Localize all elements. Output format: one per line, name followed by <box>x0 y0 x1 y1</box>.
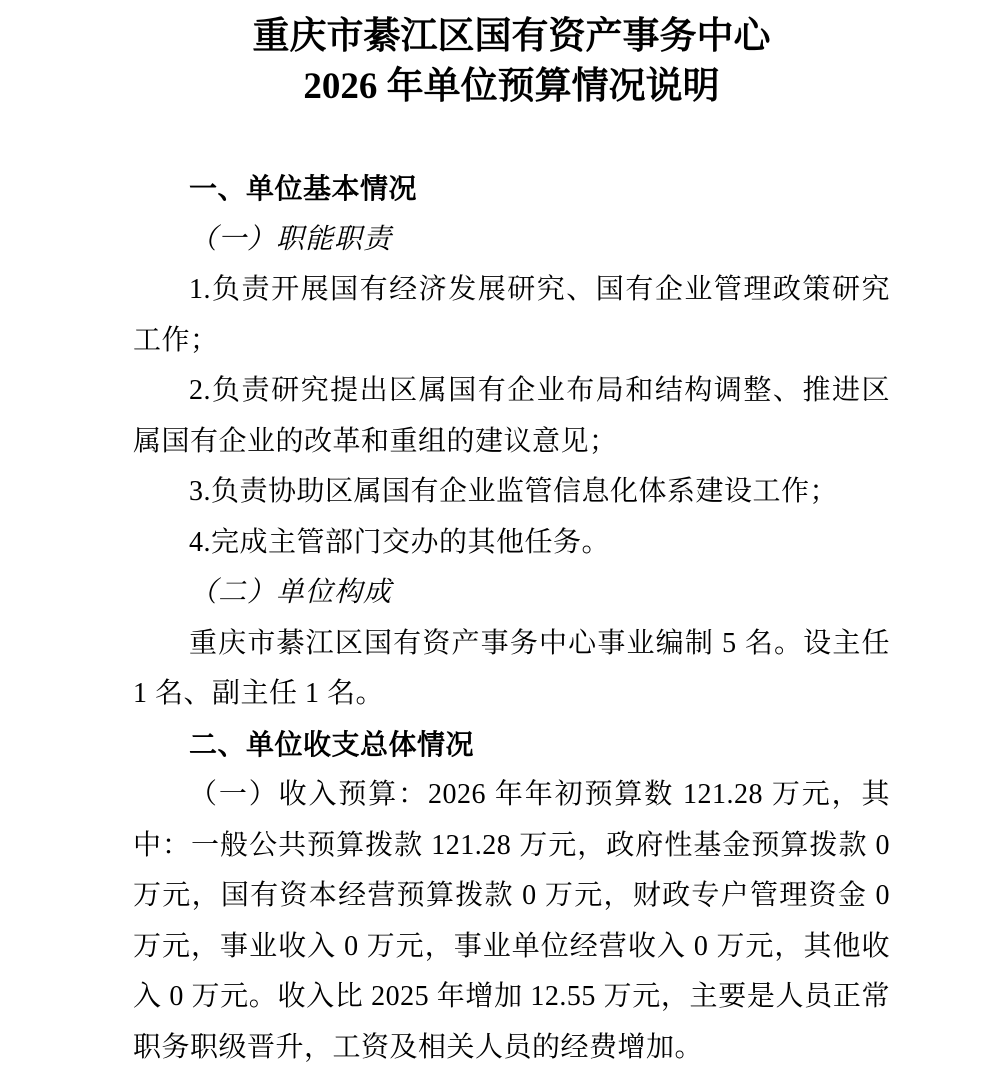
section1-heading: 一、单位基本情况 <box>189 173 418 204</box>
duty-item-4: 4.完成主管部门交办的其他任务。 <box>189 526 611 558</box>
section1-sub1-heading: （一）职能职责 <box>189 223 393 255</box>
document-title-line1: 重庆市綦江区国有资产事务中心 <box>252 16 771 57</box>
document-body <box>133 164 890 1073</box>
document-title-line2: 2026 年单位预算情况说明 <box>303 66 720 107</box>
document-title <box>133 12 890 112</box>
unit-composition-paragraph: 重庆市綦江区国有资产事务中心事业编制 5 名。设主任 1 名、副主任 1 名。 <box>133 627 890 709</box>
section1-sub2-heading: （二）单位构成 <box>189 577 393 608</box>
income-budget-paragraph: （一）收入预算：2026 年年初预算数 121.28 万元，其中：一般公共预算拨款 121.28 万元，政府性基金预算拨款 0 万元，国有资本经营预算拨款 0 万元，财政专户管理资金 0 万元，事业收入 0 万元，事业单位经营收入 0 万元，其他收入 0 万元。收入比 2025 年增加 12.55 万元，主要是人员正常职务职级晋升，工资及相关人员的经费增加。 <box>133 779 890 1063</box>
section2-heading: 二、单位收支总体情况 <box>189 728 475 760</box>
duty-item-2: 2.负责研究提出区属国有企业布局和结构调整、推进区属国有企业的改革和重组的建议意见； <box>133 375 890 457</box>
duty-item-3: 3.负责协助区属国有企业监管信息化体系建设工作； <box>189 476 839 507</box>
duty-item-1: 1.负责开展国有经济发展研究、国有企业管理政策研究工作； <box>133 274 890 356</box>
